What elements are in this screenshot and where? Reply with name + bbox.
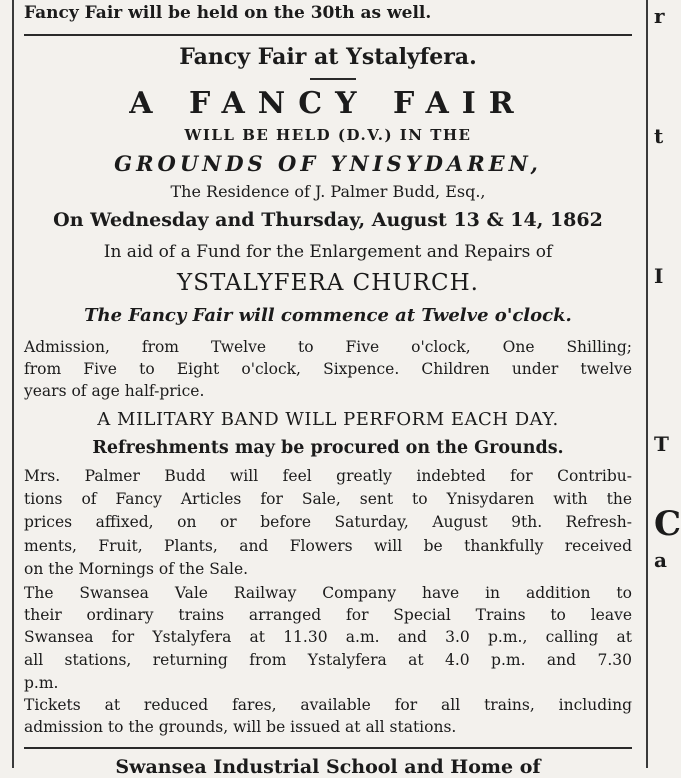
margin-letter: T <box>654 432 669 456</box>
advert-title: Fancy Fair at Ystalyfera. <box>179 44 477 70</box>
railway-line-3: Swansea for Ystalyfera at 11.30 a.m. and 3.0 p.m., calling at <box>24 628 632 646</box>
separator-rule-bottom <box>24 747 632 749</box>
title-underline <box>310 78 356 80</box>
band-line: A MILITARY BAND WILL PERFORM EACH DAY. <box>97 409 559 430</box>
contributions-line-4: ments, Fruit, Plants, and Flowers will be thankfully received <box>24 537 632 555</box>
aid-line: In aid of a Fund for the Enlargement and Repairs of <box>103 242 553 262</box>
grounds-line: GROUNDS OF YNISYDAREN, <box>114 151 542 176</box>
admission-line-3: years of age half-price. <box>24 382 205 400</box>
contributions-line-3: prices affixed, on or before Saturday, August 9th. Refresh- <box>24 513 632 531</box>
railway-line-1: The Swansea Vale Railway Company have in addition to <box>24 584 632 602</box>
next-item-partial-line: Swansea Industrial School and Home of <box>115 756 541 778</box>
refreshments-line: Refreshments may be procured on the Grounds. <box>92 438 564 458</box>
headline: A FANCY FAIR <box>129 86 527 121</box>
tickets-line-1: Tickets at reduced fares, available for all trains, including <box>24 696 632 714</box>
residence-line: The Residence of J. Palmer Budd, Esq., <box>170 182 486 201</box>
tickets-line-2: admission to the grounds, will be issued at all stations. <box>24 718 457 736</box>
held-line: WILL BE HELD (D.V.) IN THE <box>184 126 472 144</box>
admission-line-1: Admission, from Twelve to Five o'clock, One Shilling; <box>24 338 632 356</box>
railway-line-5: p.m. <box>24 674 59 692</box>
contributions-line-1: Mrs. Palmer Budd will feel greatly indebted for Contribu- <box>24 467 632 485</box>
railway-line-4: all stations, returning from Ystalyfera at 4.0 p.m. and 7.30 <box>24 651 632 669</box>
separator-rule-top <box>24 34 632 36</box>
margin-letter: a <box>654 548 667 572</box>
contributions-line-2: tions of Fancy Articles for Sale, sent to Ynisydaren with the <box>24 490 632 508</box>
margin-letter: t <box>654 124 664 148</box>
contributions-line-5: on the Mornings of the Sale. <box>24 560 249 578</box>
previous-item-last-line: Fancy Fair will be held on the 30th as well. <box>24 3 432 23</box>
admission-line-2: from Five to Eight o'clock, Sixpence. Children under twelve <box>24 360 632 378</box>
margin-letter: I <box>654 264 664 288</box>
column-rule-right <box>646 0 648 768</box>
date-line: On Wednesday and Thursday, August 13 & 14, 1862 <box>53 209 603 231</box>
commence-line: The Fancy Fair will commence at Twelve o'clock. <box>84 305 572 326</box>
margin-letter: r <box>654 4 665 28</box>
church-line: YSTALYFERA CHURCH. <box>177 270 479 296</box>
railway-line-2: their ordinary trains arranged for Special Trains to leave <box>24 606 632 624</box>
margin-letter: C <box>654 504 681 544</box>
column-rule-left <box>12 0 14 768</box>
